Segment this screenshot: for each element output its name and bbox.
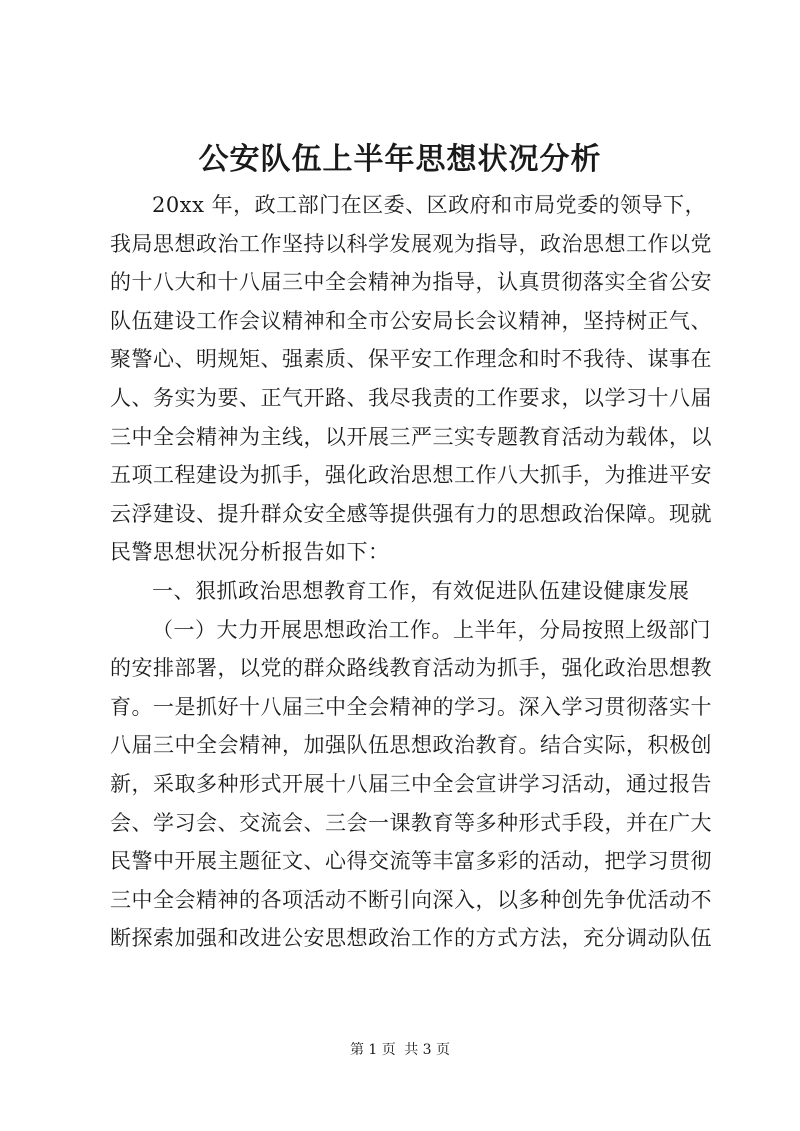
paragraph-line: 云浮建设、提升群众安全感等提供强有力的思想政治保障。现就 (110, 501, 712, 526)
subsection-line: （一）大力开展思想政治工作。上半年，分局按照上级部门 (152, 617, 711, 642)
paragraph-line: 新，采取多种形式开展十八届三中全会宣讲学习活动，通过报告 (110, 771, 712, 796)
paragraph-line: 三中全会精神的各项活动不断引向深入，以多种创先争优活动不 (110, 887, 712, 912)
paragraph-line: 会、学习会、交流会、三会一课教育等多种形式手段，并在广大 (110, 810, 712, 835)
paragraph-line: 的安排部署，以党的群众路线教育活动为抓手，强化政治思想教 (110, 656, 712, 681)
paragraph-line: 八届三中全会精神，加强队伍思想政治教育。结合实际，积极创 (110, 733, 712, 758)
paragraph-line: 人、务实为要、正气开路、我尽我责的工作要求，以学习十八届 (110, 385, 712, 410)
paragraph-line: 断探索加强和改进公安思想政治工作的方式方法，充分调动队伍 (110, 926, 712, 951)
document-body (110, 186, 712, 958)
paragraph-line: 我局思想政治工作坚持以科学发展观为指导，政治思想工作以党 (110, 231, 712, 256)
paragraph-line: 民警中开展主题征文、心得交流等丰富多彩的活动，把学习贯彻 (110, 849, 712, 874)
paragraph-line: 育。一是抓好十八届三中全会精神的学习。深入学习贯彻落实十 (110, 694, 712, 719)
document-title: 公安队伍上半年思想状况分析 (198, 142, 602, 177)
paragraph-line: 20xx 年，政工部门在区委、区政府和市局党委的领导下， (152, 193, 707, 217)
paragraph-line: 民警思想状况分析报告如下： (110, 540, 390, 565)
page-footer (0, 1040, 800, 1060)
page-number: 第 1 页 (349, 1042, 396, 1058)
paragraph-line: 聚警心、明规矩、强素质、保平安工作理念和时不我待、谋事在 (110, 347, 712, 372)
page-total: 共 3 页 (404, 1042, 451, 1058)
paragraph-line: 的十八大和十八届三中全会精神为指导，认真贯彻落实全省公安 (110, 270, 712, 295)
paragraph-line: 三中全会精神为主线，以开展三严三实专题教育活动为载体，以 (110, 424, 712, 449)
paragraph-line: 五项工程建设为抓手，强化政治思想工作八大抓手，为推进平安 (110, 463, 712, 488)
paragraph-line: 队伍建设工作会议精神和全市公安局长会议精神，坚持树正气、 (110, 308, 712, 333)
section-heading: 一、狠抓政治思想教育工作，有效促进队伍建设健康发展 (152, 578, 690, 603)
